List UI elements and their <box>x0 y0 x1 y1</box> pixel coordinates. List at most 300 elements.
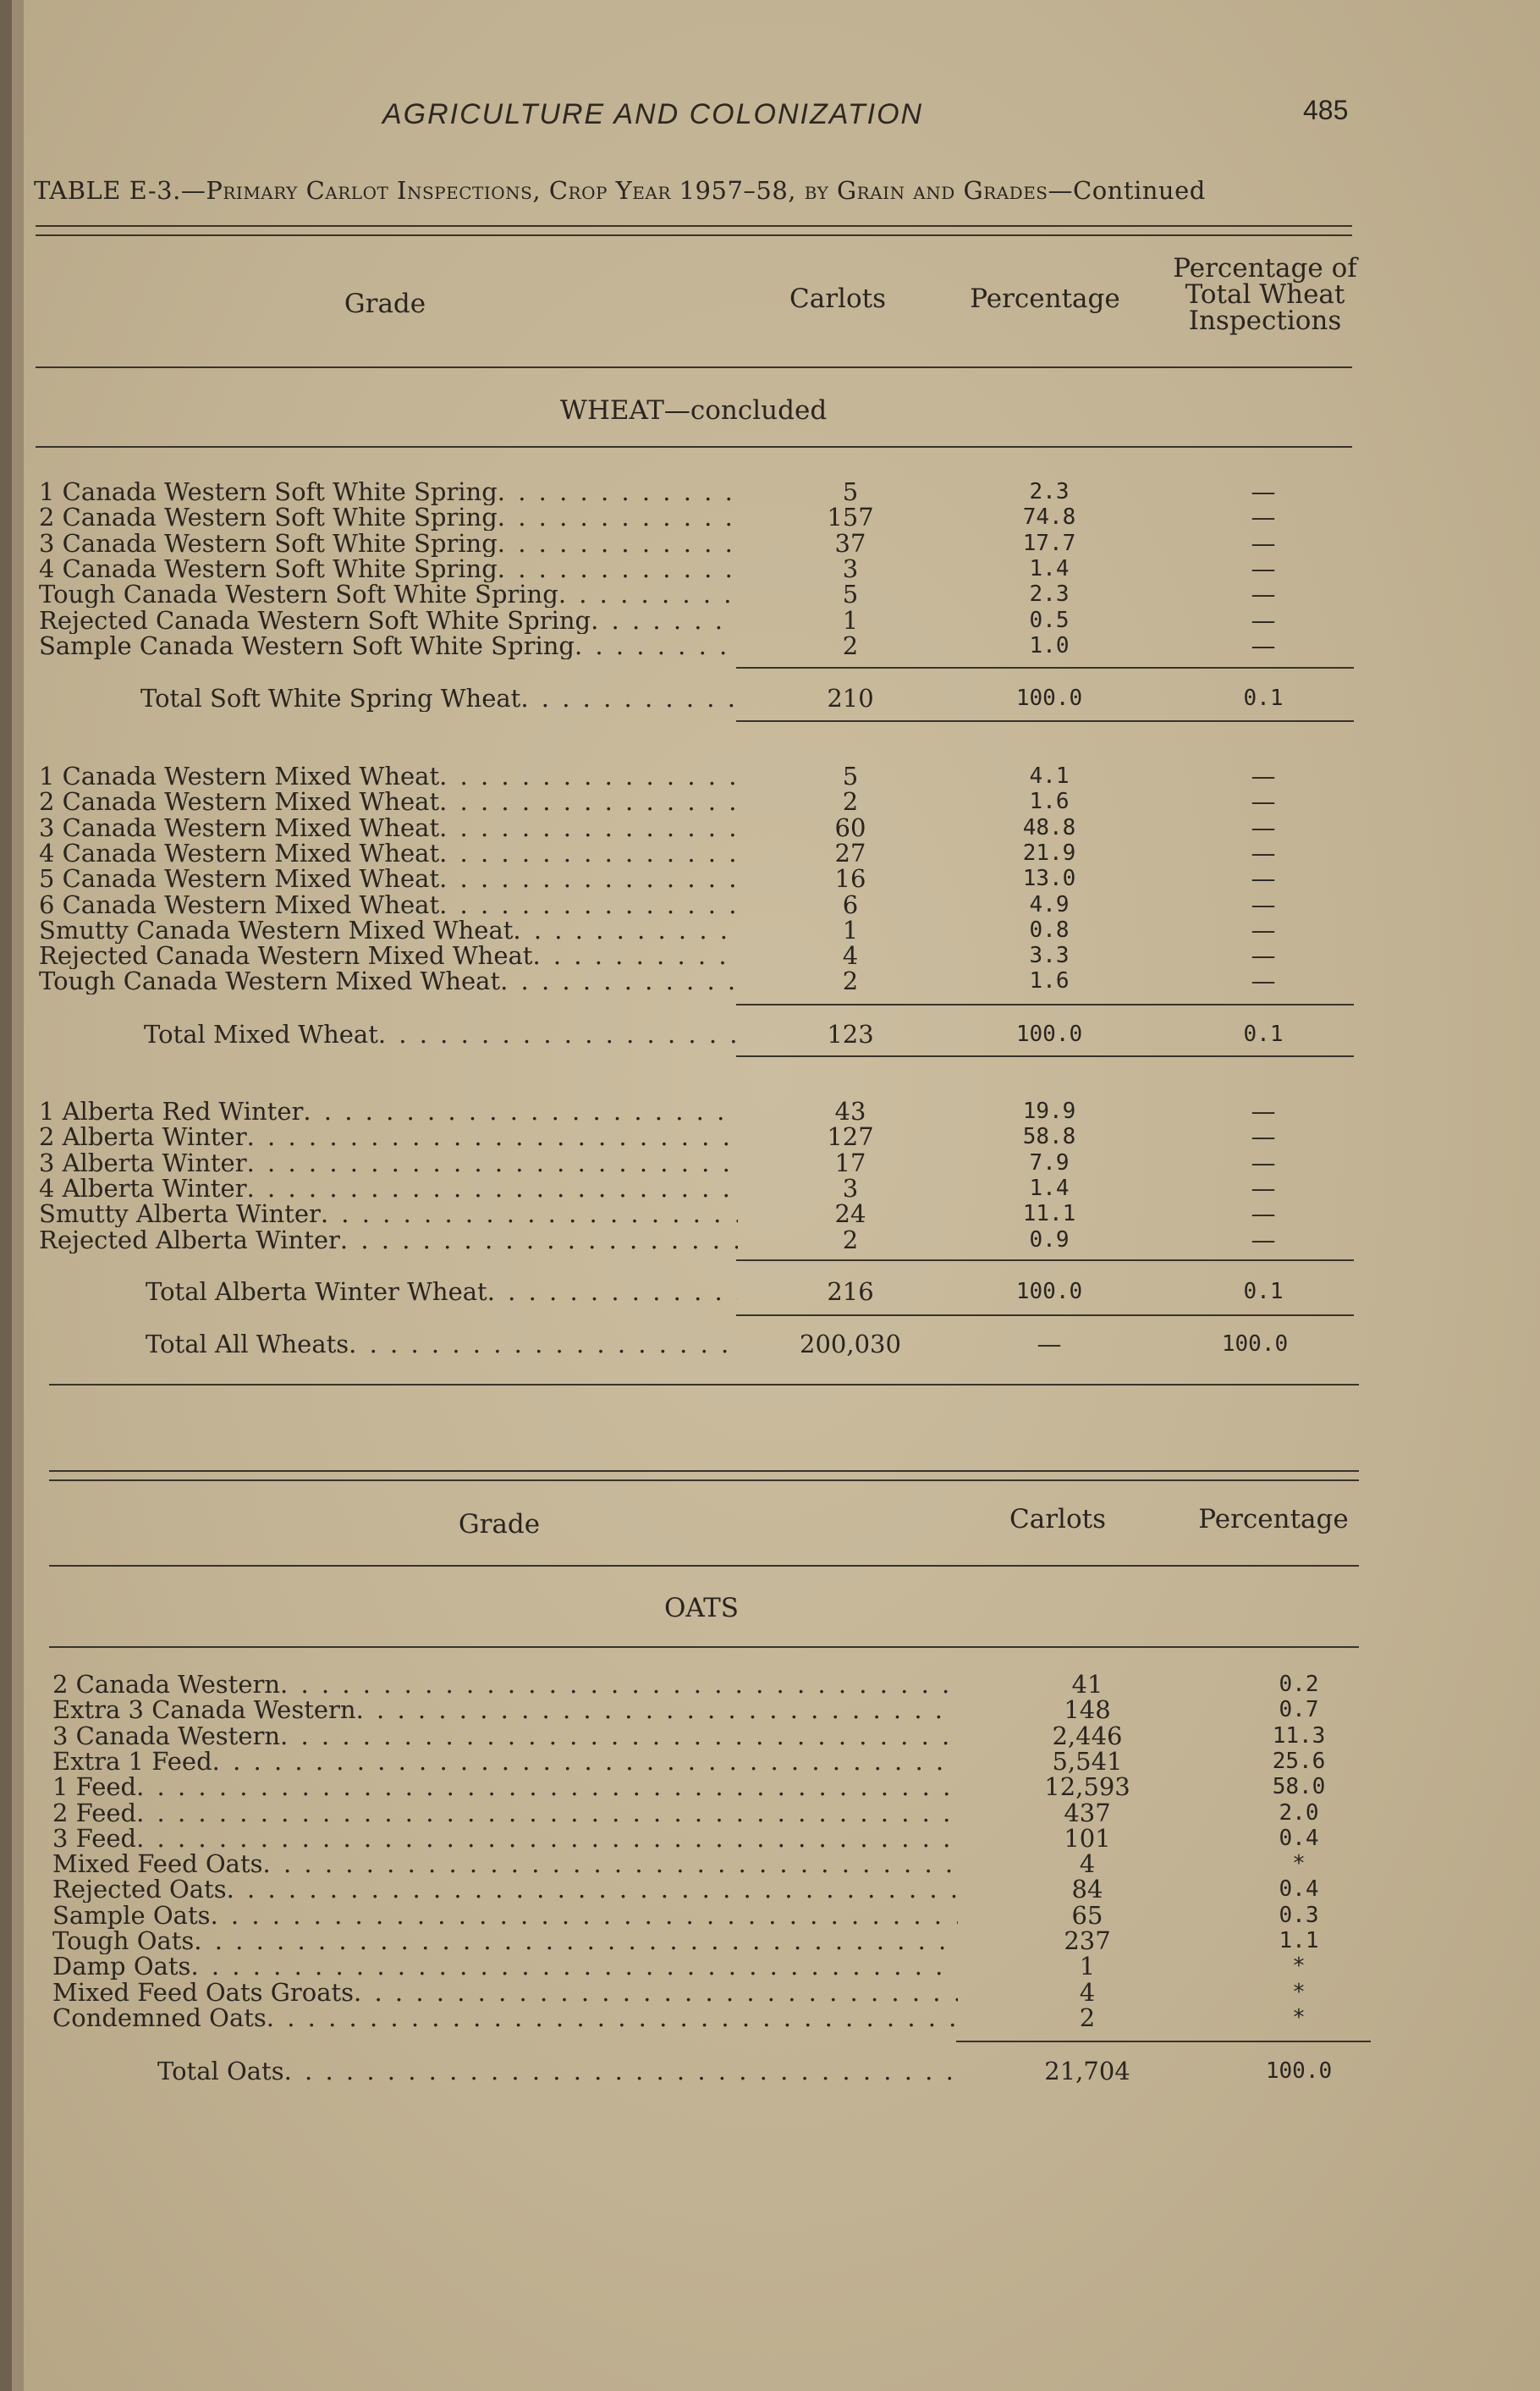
percentage-cell: 25.6 <box>1272 1749 1326 1774</box>
dot-leader <box>136 1800 958 1826</box>
grade-label: Rejected Oats <box>52 1876 227 1903</box>
grade-label: Rejected Canada Western Soft White Spring <box>39 608 591 634</box>
carlots-cell: 4 <box>1079 1978 1096 2007</box>
wheat-header-rule <box>36 366 1352 368</box>
grade-label: 2 Canada Western <box>52 1672 281 1698</box>
carlots-cell: 5 <box>842 762 859 791</box>
table-title-suffix: —Continued <box>1048 176 1206 205</box>
dot-leader <box>263 1851 958 1877</box>
subtotal-bottom-rule <box>736 1314 1354 1316</box>
percentage-cell: 11.3 <box>1272 1723 1326 1749</box>
carlots-cell: 84 <box>1071 1875 1103 1903</box>
percentage-cell: * <box>1292 1953 1306 1979</box>
carlots-cell: 3 <box>842 1174 859 1203</box>
table-title-prefix: TABLE E-3.— <box>34 176 206 205</box>
table-row <box>0 866 1540 892</box>
grade-label-cell <box>39 1176 738 1202</box>
carlots-cell: 437 <box>1064 1799 1111 1827</box>
table-row <box>0 1124 1540 1150</box>
table-row <box>0 608 1540 634</box>
dot-leader <box>136 1774 958 1800</box>
dot-leader <box>280 1723 958 1749</box>
table-row <box>0 1099 1540 1125</box>
table-row <box>0 1903 1540 1929</box>
percentage-cell: 100.0 <box>1265 2058 1333 2084</box>
table-row <box>0 633 1540 659</box>
dot-leader <box>439 892 738 918</box>
dot-leader <box>247 1124 738 1150</box>
wheat-header-carlots: Carlots <box>789 284 886 314</box>
table-row <box>0 504 1540 531</box>
dot-leader <box>284 2058 958 2085</box>
oats-total-row <box>0 2058 1540 2085</box>
percentage-cell: 1.4 <box>1029 1176 1070 1201</box>
grade-label-cell <box>39 789 738 815</box>
dot-leader <box>513 917 738 944</box>
grade-label-cell <box>39 840 738 867</box>
dot-leader <box>247 1176 738 1202</box>
dot-leader <box>378 1022 738 1048</box>
grade-label-cell <box>39 1201 738 1227</box>
grade-label-cell <box>52 1800 958 1826</box>
dot-leader <box>500 968 738 994</box>
grade-label: 6 Canada Western Mixed Wheat <box>39 892 440 918</box>
percentage-cell: 1.6 <box>1029 789 1070 814</box>
grade-label-cell <box>52 2005 958 2031</box>
table-title-caps: Primary Carlot Inspections, Crop Year 1957–58, by Grain and Grades <box>206 176 1048 205</box>
carlots-cell: 210 <box>827 684 874 713</box>
carlots-cell: 41 <box>1071 1670 1103 1699</box>
carlots-cell: 237 <box>1064 1926 1111 1955</box>
percentage-cell: 4.9 <box>1029 892 1070 917</box>
carlots-cell: 157 <box>827 503 874 532</box>
subtotal-top-rule <box>736 1004 1354 1005</box>
wheat-section-rule <box>36 446 1352 448</box>
percentage-cell: 0.7 <box>1279 1697 1319 1722</box>
carlots-cell: 60 <box>834 813 866 842</box>
percentage-cell: 1.1 <box>1279 1928 1319 1953</box>
grade-label-cell <box>52 1876 958 1903</box>
grade-label-cell <box>52 1928 958 1954</box>
grade-label-cell <box>157 2058 958 2085</box>
subtotal-row <box>0 686 1540 712</box>
subtotal-top-rule <box>736 1259 1354 1261</box>
grade-label-cell <box>39 504 738 531</box>
table-row <box>0 789 1540 815</box>
percentage-cell: 17.7 <box>1022 531 1076 556</box>
grade-label: 5 Canada Western Mixed Wheat <box>39 866 440 892</box>
carlots-cell: 21,704 <box>1044 2057 1130 2085</box>
carlots-cell: 123 <box>827 1020 874 1049</box>
carlots-cell: 3 <box>842 554 859 583</box>
dot-leader <box>498 504 738 531</box>
pct-total-cell: — <box>1251 1097 1276 1126</box>
table-row <box>0 917 1540 944</box>
dot-leader <box>303 1099 738 1125</box>
dot-leader <box>498 531 738 557</box>
pct-total-cell: — <box>1251 554 1276 583</box>
carlots-cell: 2 <box>1079 2003 1096 2032</box>
carlots-cell: 2 <box>842 787 859 816</box>
carlots-cell: 43 <box>834 1097 866 1126</box>
table-row <box>0 840 1540 867</box>
grade-label-cell <box>52 1851 958 1877</box>
percentage-cell: 0.4 <box>1279 1876 1319 1902</box>
table-row <box>0 479 1540 505</box>
percentage-cell: 1.4 <box>1029 556 1070 581</box>
carlots-cell: 24 <box>834 1199 866 1228</box>
carlots-cell: 2 <box>842 967 859 995</box>
table-row <box>0 943 1540 969</box>
pct-total-cell: 0.1 <box>1243 1279 1284 1304</box>
percentage-cell: 0.9 <box>1029 1227 1070 1253</box>
grade-label: Total All Wheats <box>146 1331 349 1358</box>
percentage-cell: 48.8 <box>1022 815 1076 840</box>
carlots-cell: 6 <box>842 890 859 919</box>
oats-header-carlots: Carlots <box>1009 1504 1106 1534</box>
table-row <box>0 1953 1540 1980</box>
grade-label: Total Alberta Winter Wheat <box>146 1279 487 1305</box>
dot-leader <box>190 1953 958 1980</box>
table-row <box>0 1176 1540 1202</box>
wheat-header-grade: Grade <box>344 289 426 319</box>
table-row <box>0 1201 1540 1227</box>
table-title <box>34 176 1206 205</box>
dot-leader <box>354 1980 958 2006</box>
grade-label-cell <box>39 581 738 608</box>
dot-leader <box>591 608 738 634</box>
oats-top-rule-1 <box>49 1470 1359 1472</box>
percentage-cell: 1.0 <box>1029 633 1070 658</box>
pct-total-cell: — <box>1251 606 1276 635</box>
oats-header-grade: Grade <box>458 1509 541 1540</box>
dot-leader <box>520 686 738 712</box>
dot-leader <box>439 763 738 790</box>
grade-label: 3 Feed <box>52 1826 137 1852</box>
grade-label: Tough Canada Western Mixed Wheat <box>39 968 501 994</box>
carlots-cell: 216 <box>827 1277 874 1306</box>
carlots-cell: 127 <box>827 1122 874 1151</box>
grade-label-cell <box>39 1227 738 1253</box>
oats-header-rule <box>49 1565 1359 1567</box>
grade-label: Mixed Feed Oats Groats <box>52 1980 355 2006</box>
pct-total-cell: 0.1 <box>1243 1022 1284 1047</box>
grade-label: Total Mixed Wheat <box>144 1022 378 1048</box>
subtotal-row <box>0 1022 1540 1048</box>
grade-label: Tough Oats <box>52 1928 195 1954</box>
grade-label: 2 Canada Western Soft White Spring <box>39 504 498 531</box>
oats-section-rule <box>49 1646 1359 1648</box>
carlots-cell: 37 <box>834 529 866 558</box>
carlots-cell: 200,030 <box>800 1330 901 1358</box>
carlots-cell: 17 <box>834 1149 866 1177</box>
grade-label: 1 Canada Western Soft White Spring <box>39 479 498 505</box>
carlots-cell: 4 <box>1079 1849 1096 1878</box>
carlots-cell: 2 <box>842 1226 859 1254</box>
dot-leader <box>136 1826 958 1852</box>
carlots-cell: 4 <box>842 941 859 970</box>
grade-label-cell <box>39 1150 738 1176</box>
grade-label-cell <box>52 1953 958 1980</box>
wheat-top-rule-2 <box>36 234 1352 236</box>
carlots-cell: 5 <box>842 477 859 506</box>
subtotal-top-rule <box>736 667 1354 669</box>
percentage-cell: 100.0 <box>1015 1279 1083 1304</box>
percentage-cell: 0.5 <box>1029 608 1070 633</box>
carlots-cell: 5 <box>842 580 859 609</box>
grade-label: Smutty Alberta Winter <box>39 1201 321 1227</box>
pct-total-cell: — <box>1251 916 1276 945</box>
dot-leader <box>439 840 738 867</box>
percentage-cell: 2.3 <box>1029 581 1070 607</box>
grade-label: Sample Oats <box>52 1903 211 1929</box>
pct-total-cell: — <box>1251 941 1276 970</box>
grade-label-cell <box>52 1749 958 1775</box>
grade-label-cell <box>39 1099 738 1125</box>
grade-label-cell <box>39 531 738 557</box>
table-row <box>0 1697 1540 1723</box>
grade-label-cell <box>39 943 738 969</box>
grade-label-cell <box>52 1723 958 1749</box>
percentage-cell: 2.3 <box>1029 479 1070 504</box>
percentage-cell: 74.8 <box>1022 504 1076 530</box>
table-row <box>0 531 1540 557</box>
percentage-cell: * <box>1292 1851 1306 1876</box>
percentage-cell: 11.1 <box>1022 1201 1076 1226</box>
oats-header-percentage: Percentage <box>1198 1504 1349 1534</box>
table-row <box>0 1876 1540 1903</box>
oats-section-label: OATS <box>664 1593 740 1623</box>
grade-label-cell <box>39 968 738 994</box>
grade-label: 4 Alberta Winter <box>39 1176 247 1202</box>
subtotal-row <box>0 1279 1540 1305</box>
dot-leader <box>439 815 738 841</box>
table-row <box>0 892 1540 918</box>
dot-leader <box>558 581 738 608</box>
carlots-cell: 27 <box>834 839 866 868</box>
grade-label-cell <box>144 1022 738 1048</box>
dot-leader <box>340 1227 738 1253</box>
dot-leader <box>321 1201 738 1227</box>
percentage-cell: * <box>1292 1980 1306 2005</box>
grade-label-cell <box>39 892 738 918</box>
subtotal-bottom-rule <box>736 1055 1354 1057</box>
wheat-top-rule-1 <box>36 225 1352 227</box>
carlots-cell: 2,446 <box>1052 1722 1123 1750</box>
table-row <box>0 1672 1540 1698</box>
table-row <box>0 1150 1540 1176</box>
carlots-cell: 1 <box>842 916 859 945</box>
table-row <box>0 1800 1540 1826</box>
table-row <box>0 1723 1540 1749</box>
grade-label: 4 Canada Western Mixed Wheat <box>39 840 440 867</box>
grade-label-cell <box>140 686 738 712</box>
grade-label-cell <box>39 556 738 582</box>
table-row <box>0 763 1540 790</box>
carlots-cell: 5,541 <box>1052 1747 1123 1776</box>
dot-leader <box>532 943 738 969</box>
grade-label: 2 Alberta Winter <box>39 1124 247 1150</box>
dot-leader <box>212 1749 958 1775</box>
table-row <box>0 581 1540 608</box>
pct-total-cell: — <box>1251 839 1276 868</box>
pct-total-cell: — <box>1251 890 1276 919</box>
wheat-header-percentage: Percentage <box>970 284 1120 314</box>
carlots-cell: 2 <box>842 631 859 660</box>
percentage-cell: 100.0 <box>1015 1022 1083 1047</box>
pct-total-cell: — <box>1251 1226 1276 1254</box>
percentage-cell: 19.9 <box>1022 1099 1076 1124</box>
pct-total-cell: — <box>1251 503 1276 532</box>
dot-leader <box>280 1672 958 1698</box>
grade-label: 2 Canada Western Mixed Wheat <box>39 789 440 815</box>
percentage-cell: 58.0 <box>1272 1774 1326 1799</box>
grade-label: 1 Alberta Red Winter <box>39 1099 304 1125</box>
carlots-cell: 65 <box>1071 1901 1103 1930</box>
grade-label: 3 Canada Western <box>52 1723 281 1749</box>
grade-label: Total Soft White Spring Wheat <box>140 686 521 712</box>
percentage-cell: 7.9 <box>1029 1150 1070 1176</box>
grade-label: 3 Canada Western Soft White Spring <box>39 531 498 557</box>
grade-label-cell <box>52 1903 958 1929</box>
pct-total-cell: — <box>1251 762 1276 791</box>
pct-total-cell: — <box>1251 864 1276 893</box>
percentage-cell: 4.1 <box>1029 763 1070 789</box>
grade-label-cell <box>39 608 738 634</box>
wheat-header-pct-total: Percentage of Total Wheat Inspections <box>1173 253 1357 336</box>
grade-label-cell <box>39 479 738 505</box>
pct-total-cell: — <box>1251 787 1276 816</box>
carlots-cell: 16 <box>834 864 866 893</box>
dot-leader <box>487 1279 738 1305</box>
wheat-section-label: WHEAT—concluded <box>560 395 828 426</box>
grade-label-cell <box>52 1774 958 1800</box>
table-row <box>0 1826 1540 1852</box>
percentage-cell: 100.0 <box>1015 686 1083 711</box>
grade-label: Rejected Alberta Winter <box>39 1227 340 1253</box>
grade-label: Sample Canada Western Soft White Spring <box>39 633 575 659</box>
table-row <box>0 556 1540 582</box>
grade-label: 1 Feed <box>52 1774 137 1800</box>
grade-label-cell <box>52 1697 958 1723</box>
percentage-cell: 2.0 <box>1279 1800 1319 1826</box>
grade-label: Smutty Canada Western Mixed Wheat <box>39 917 514 944</box>
grade-label: Extra 3 Canada Western <box>52 1697 356 1723</box>
page-number: 485 <box>1303 95 1349 125</box>
grade-label-cell <box>39 866 738 892</box>
pct-total-cell: — <box>1251 1122 1276 1151</box>
table-row <box>0 1749 1540 1775</box>
grade-label-cell <box>39 763 738 790</box>
pct-total-cell: — <box>1251 1174 1276 1203</box>
dot-leader <box>349 1331 738 1358</box>
table-row <box>0 1980 1540 2006</box>
carlots-cell: 148 <box>1064 1695 1111 1724</box>
grade-label: 2 Feed <box>52 1800 137 1826</box>
dot-leader <box>356 1697 958 1723</box>
percentage-cell: 0.4 <box>1279 1826 1319 1851</box>
dot-leader <box>498 556 738 582</box>
pct-total-cell: 0.1 <box>1243 686 1284 711</box>
percentage-cell: 0.8 <box>1029 917 1070 943</box>
percentage-cell: 3.3 <box>1029 943 1070 968</box>
grade-label: 3 Alberta Winter <box>39 1150 247 1176</box>
dot-leader <box>267 2005 958 2031</box>
table-row <box>0 968 1540 994</box>
percentage-cell: * <box>1292 2005 1306 2030</box>
pct-total-cell: — <box>1251 813 1276 842</box>
grade-label-cell <box>39 633 738 659</box>
pct-total-cell: — <box>1251 529 1276 558</box>
grade-label: 3 Canada Western Mixed Wheat <box>39 815 440 841</box>
carlots-cell: 1 <box>1079 1952 1096 1981</box>
grade-label: Extra 1 Feed <box>52 1749 212 1775</box>
pct-total-cell: — <box>1251 631 1276 660</box>
grade-label-cell <box>52 1980 958 2006</box>
dot-leader <box>439 789 738 815</box>
table-row <box>0 2005 1540 2031</box>
grade-label: Rejected Canada Western Mixed Wheat <box>39 943 533 969</box>
carlots-cell: 101 <box>1064 1824 1111 1853</box>
dot-leader <box>247 1150 738 1176</box>
pct-total-cell: — <box>1251 1149 1276 1177</box>
wheat-bottom-rule <box>49 1384 1359 1386</box>
grade-label: Tough Canada Western Soft White Spring <box>39 581 558 608</box>
dot-leader <box>227 1876 958 1903</box>
carlots-cell: 12,593 <box>1044 1772 1130 1801</box>
grade-label: 1 Canada Western Mixed Wheat <box>39 763 440 790</box>
table-row <box>0 1227 1540 1253</box>
carlots-cell: 1 <box>842 606 859 635</box>
grade-label-cell <box>39 917 738 944</box>
percentage-cell: 21.9 <box>1022 840 1076 866</box>
grade-label-cell <box>146 1331 738 1358</box>
running-head: AGRICULTURE AND COLONIZATION <box>382 98 924 130</box>
grade-label-cell <box>39 1124 738 1150</box>
table-row <box>0 815 1540 841</box>
dot-leader <box>575 633 738 659</box>
pct-total-cell: — <box>1251 967 1276 995</box>
percentage-cell: 13.0 <box>1022 866 1076 891</box>
oats-top-rule-2 <box>49 1479 1359 1481</box>
table-row <box>0 1774 1540 1800</box>
dot-leader <box>210 1903 958 1929</box>
percentage-cell: 1.6 <box>1029 968 1070 994</box>
table-row <box>0 1851 1540 1877</box>
dot-leader <box>498 479 738 505</box>
grade-label: Condemned Oats <box>52 2005 267 2031</box>
dot-leader <box>194 1928 958 1954</box>
percentage-cell: 0.3 <box>1279 1903 1319 1928</box>
pct-total-cell: 100.0 <box>1221 1331 1289 1357</box>
grade-label: Total Oats <box>157 2058 284 2085</box>
pct-total-cell: — <box>1251 1199 1276 1228</box>
oats-total-rule <box>956 2041 1371 2042</box>
subtotal-bottom-rule <box>736 720 1354 722</box>
percentage-cell: 0.2 <box>1279 1672 1319 1697</box>
grade-label: Damp Oats <box>52 1953 191 1980</box>
grade-label: Mixed Feed Oats <box>52 1851 263 1877</box>
grade-label: 4 Canada Western Soft White Spring <box>39 556 498 582</box>
pct-total-cell: — <box>1251 477 1276 506</box>
percentage-cell: — <box>1037 1330 1062 1358</box>
percentage-cell: 58.8 <box>1022 1124 1076 1149</box>
grade-label-cell <box>146 1279 738 1305</box>
table-row <box>0 1928 1540 1954</box>
grade-label-cell <box>39 815 738 841</box>
grade-label-cell <box>52 1672 958 1698</box>
grand-total-row <box>0 1331 1540 1358</box>
